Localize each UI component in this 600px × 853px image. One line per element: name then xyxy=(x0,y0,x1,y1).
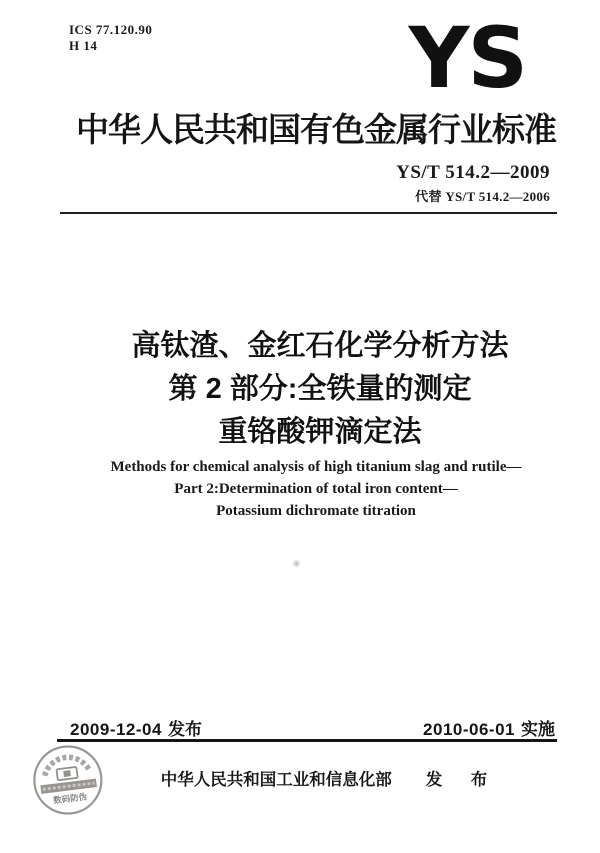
ys-logo: YS xyxy=(408,9,526,107)
english-title-line1: Methods for chemical analysis of high titanium slag and rutile— xyxy=(110,459,522,475)
implementation-date xyxy=(423,715,555,740)
issue-date-value: 2009-12-04 xyxy=(70,720,162,739)
standard-number-block xyxy=(396,162,550,205)
footer-divider-line xyxy=(57,739,557,742)
english-title-line2: Part 2:Determination of total iron content— xyxy=(174,481,458,497)
impl-date-value: 2010-06-01 xyxy=(423,720,515,739)
scan-speck xyxy=(292,559,301,568)
ics-classification xyxy=(69,22,152,54)
publisher-row xyxy=(54,766,600,790)
chinese-title-line2: 第 2 部分:全铁量的测定 xyxy=(168,373,472,405)
chinese-title-line1: 高钛渣、金红石化学分析方法 xyxy=(131,330,509,362)
standard-number: YS/T 514.2—2009 xyxy=(396,162,550,183)
doc-class-code: H 14 xyxy=(69,38,98,53)
english-title-line3: Potassium dichromate titration xyxy=(216,503,416,519)
anti-counterfeit-stamp xyxy=(29,742,107,820)
publisher-name: 中华人民共和国工业和信息化部 xyxy=(160,771,392,789)
impl-date-label: 实施 xyxy=(521,720,555,739)
chinese-title xyxy=(30,325,600,454)
stamp-label: 数码防伪 xyxy=(52,791,88,806)
chinese-title-line3: 重铬酸钾滴定法 xyxy=(218,416,422,448)
stamp-emblem-mark xyxy=(63,770,71,777)
dates-row xyxy=(70,715,555,740)
publish-label: 发 布 xyxy=(425,771,494,789)
english-title xyxy=(30,456,600,522)
standard-series-title: 中华人民共和国有色金属行业标准 xyxy=(76,111,556,148)
issue-date xyxy=(70,715,202,740)
stamp-group xyxy=(31,743,106,818)
replaces-note: 代替 YS/T 514.2—2006 xyxy=(415,189,550,204)
ics-code: ICS 77.120.90 xyxy=(69,22,153,37)
header-divider-line xyxy=(60,212,557,214)
issue-date-label: 发布 xyxy=(167,720,202,739)
